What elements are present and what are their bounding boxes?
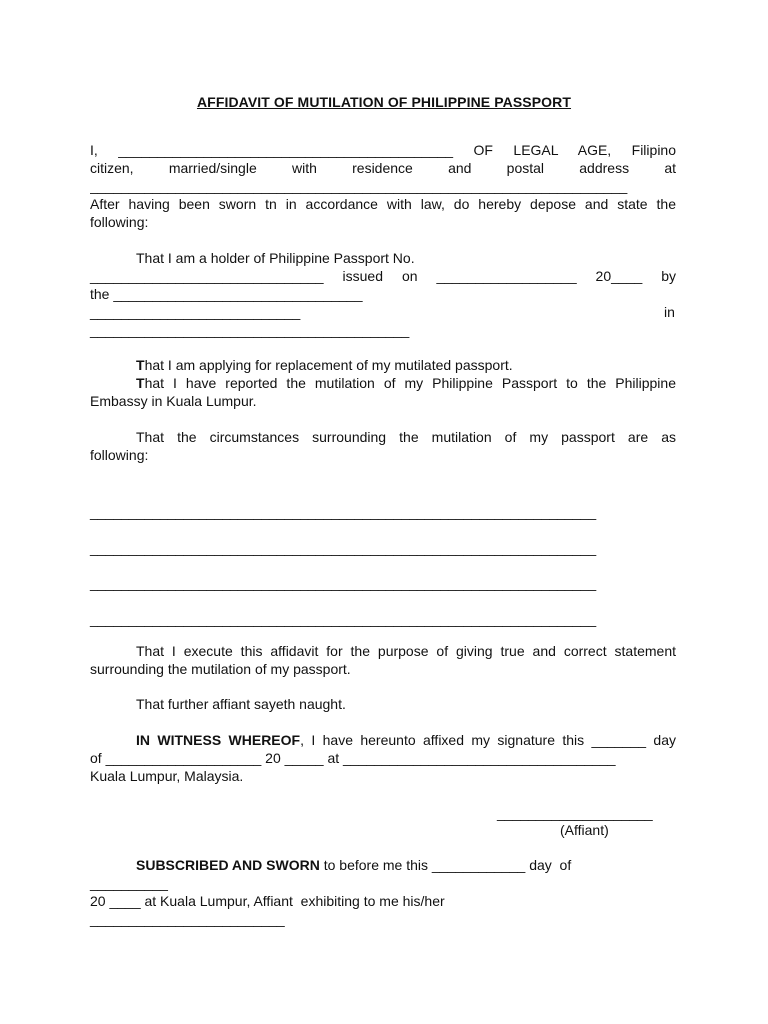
blank-line-1: _________________________________________________________________ [90,504,597,520]
document-title: AFFIDAVIT OF MUTILATION OF PHILIPPINE PASSPORT [196,94,572,110]
subscribed-bold: SUBSCRIBED AND SWORN [136,857,320,873]
reported-line-1 [136,374,676,392]
intro-line-4: After having been sworn tn in accordance with law, do hereby depose and state the [90,196,676,212]
replacement-line [136,356,513,374]
intro-line-3: _____________________________________________________________________ [90,178,628,194]
affiant-label: (Affiant) [560,822,609,838]
execute-line-1: That I execute this affidavit for the purpose of giving true and correct statement [136,643,676,659]
reported-line-2: Embassy in Kuala Lumpur. [90,393,257,409]
replacement-bold-t: T [136,357,145,373]
holder-line-4b: in [664,304,675,320]
holder-line-4a: ___________________________ [90,304,301,320]
witness-line-2: of ____________________ 20 _____ at ___________________________________ [90,750,616,766]
reported-bold-t: T [136,375,145,391]
intro-line-1: I, ___________________________________________ OF LEGAL AGE, Filipino [90,142,676,158]
blank-line-4: _________________________________________________________________ [90,611,597,627]
holder-line-5: _________________________________________ [90,322,410,338]
subscribed-rest: to before me this ____________ day of [319,857,572,873]
circumstances-line-2: following: [90,447,149,463]
affiant-signature-line: ____________________ [497,805,653,821]
subscribed-line-3: 20 ____ at Kuala Lumpur, Affiant exhibiting to me his/her [90,893,445,909]
witness-line-1 [136,731,676,749]
subscribed-line-4: _________________________ [90,911,285,927]
naught-line: That further affiant sayeth naught. [136,696,346,712]
blank-line-2: _________________________________________________________________ [90,540,597,556]
execute-line-2: surrounding the mutilation of my passport. [90,661,351,677]
circumstances-line-1: That the circumstances surrounding the mutilation of my passport are as [136,429,676,445]
replacement-text: hat I am applying for replacement of my mutilated passport. [144,357,513,373]
subscribed-line-2: __________ [90,875,168,891]
subscribed-line-1 [136,856,571,874]
reported-text: hat I have reported the mutilation of my Philippine Passport to the Philippine [144,375,676,391]
intro-line-2: citizen, married/single with residence and postal address at [90,160,676,176]
witness-bold: IN WITNESS WHEREOF [136,732,301,748]
holder-line-2: ______________________________ issued on __________________ 20____ by [90,268,676,284]
witness-rest: , I have hereunto affixed my signature this _______ day [300,732,676,748]
holder-line-1: That I am a holder of Philippine Passport No. [136,250,415,266]
holder-line-3: the ________________________________ [90,286,363,302]
blank-line-3: _________________________________________________________________ [90,575,597,591]
intro-line-5: following: [90,214,149,230]
witness-line-3: Kuala Lumpur, Malaysia. [90,768,244,784]
